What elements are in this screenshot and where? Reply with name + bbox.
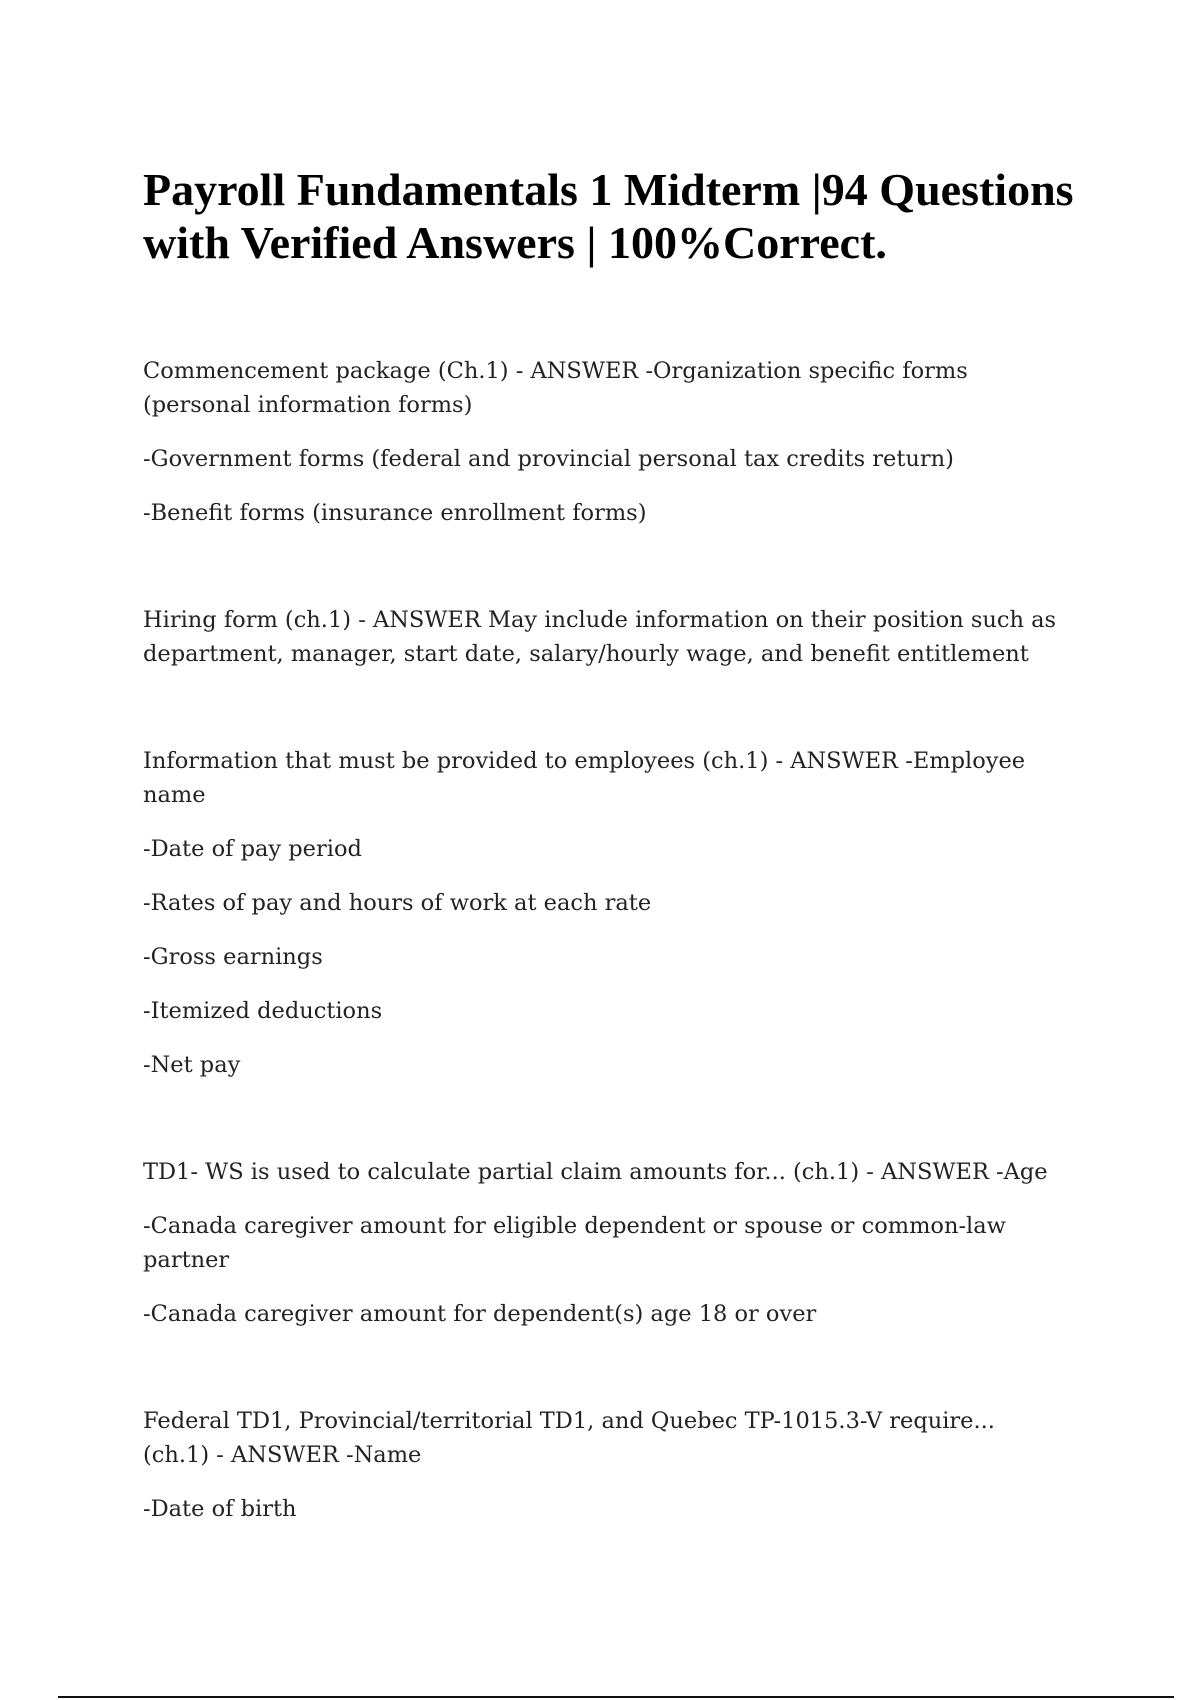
qa-item-employee-information xyxy=(143,744,1063,1082)
qa-question-line: Information that must be provided to employees (ch.1) - ANSWER -Employee name xyxy=(143,748,1026,808)
qa-answer-line: -Benefit forms (insurance enrollment forms) xyxy=(143,500,647,526)
qa-answer-line: -Canada caregiver amount for eligible dependent or spouse or common-law partner xyxy=(143,1213,1006,1273)
qa-answer-line: -Net pay xyxy=(143,1052,241,1078)
qa-question-line: Commencement package (Ch.1) - ANSWER -Organization specific forms (personal information forms) xyxy=(143,358,968,418)
document-title: Payroll Fundamentals 1 Midterm |94 Questions with Verified Answers | 100%Correct. xyxy=(143,164,1074,268)
document-body xyxy=(143,354,1063,1546)
qa-item-td1-ws xyxy=(143,1155,1063,1331)
qa-answer-line: -Date of birth xyxy=(143,1496,297,1522)
qa-item-commencement-package xyxy=(143,354,1063,530)
qa-answer-line: -Canada caregiver amount for dependent(s) age 18 or over xyxy=(143,1301,817,1327)
qa-separator xyxy=(143,691,1063,744)
qa-separator xyxy=(143,1102,1063,1155)
qa-question-line: Hiring form (ch.1) - ANSWER May include information on their position such as department, manager, start date, salary/hourly wage, and benefit entitlement xyxy=(143,607,1057,667)
qa-answer-line: -Date of pay period xyxy=(143,836,362,862)
qa-answer-line: -Itemized deductions xyxy=(143,998,383,1024)
qa-answer-line: -Gross earnings xyxy=(143,944,323,970)
qa-answer-line: -Rates of pay and hours of work at each rate xyxy=(143,890,652,916)
qa-answer-line: -Government forms (federal and provincial personal tax credits return) xyxy=(143,446,954,472)
qa-item-hiring-form xyxy=(143,603,1063,671)
qa-item-td1-requirements xyxy=(143,1404,1063,1526)
qa-separator xyxy=(143,1351,1063,1404)
qa-question-line: TD1- WS is used to calculate partial claim amounts for... (ch.1) - ANSWER -Age xyxy=(143,1159,1048,1185)
qa-question-line: Federal TD1, Provincial/territorial TD1, and Quebec TP-1015.3-V require... (ch.1) - ANSWER -Name xyxy=(143,1408,995,1468)
qa-separator xyxy=(143,550,1063,603)
footer-divider xyxy=(58,1696,1174,1698)
